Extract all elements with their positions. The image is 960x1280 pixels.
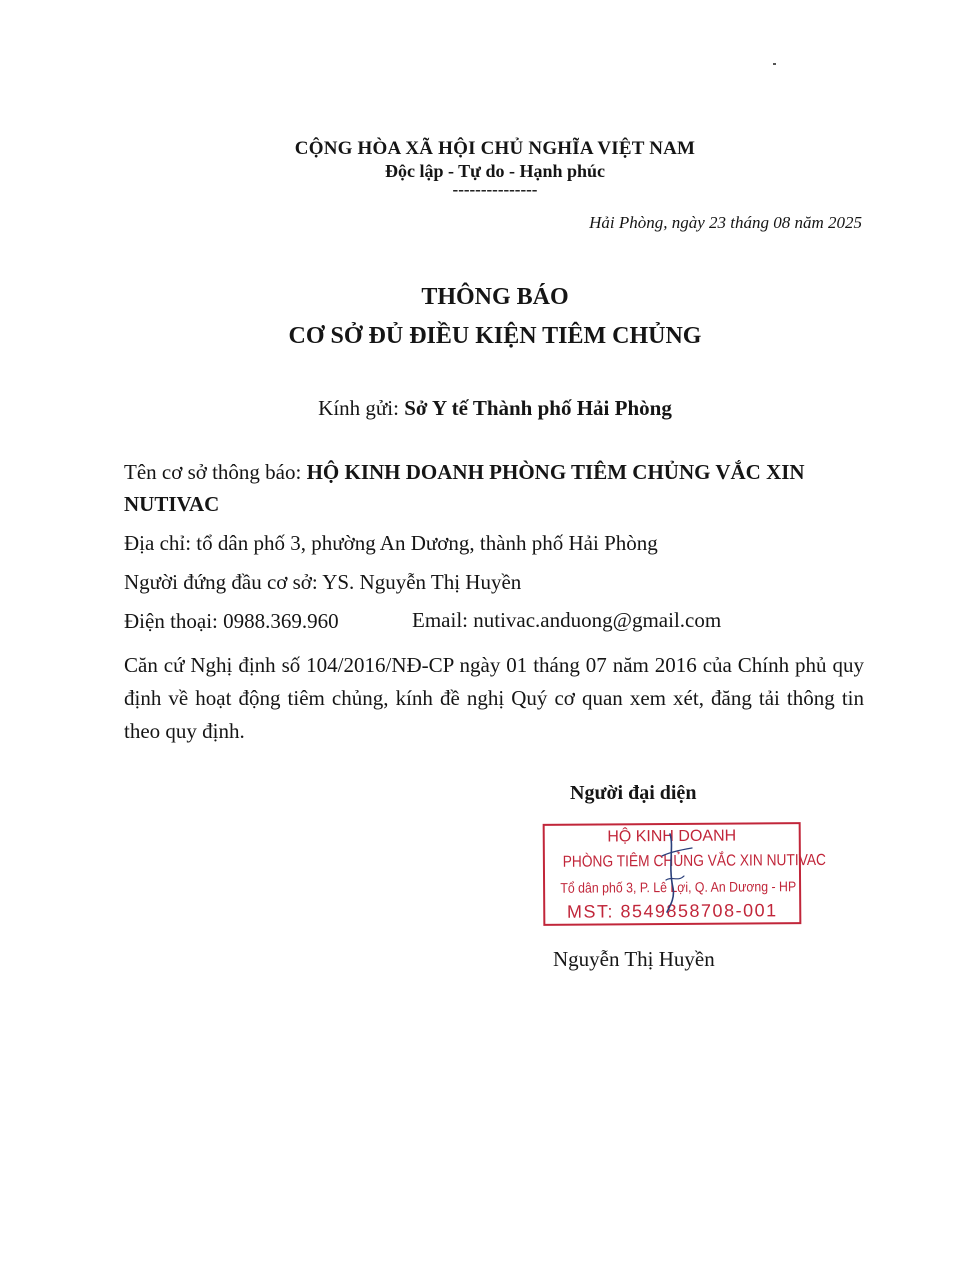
stamp-line-3: Tổ dân phố 3, P. Lê Lợi, Q. An Dương - HP xyxy=(560,878,797,896)
facility-label: Tên cơ sở thông báo: xyxy=(124,460,307,484)
representative-label: Người đại diện xyxy=(570,782,697,804)
facility-head: Người đứng đầu cơ sở: YS. Nguyễn Thị Huyền xyxy=(124,570,522,594)
national-motto: Độc lập - Tự do - Hạnh phúc xyxy=(384,161,606,181)
request-paragraph: Căn cứ Nghị định số 104/2016/NĐ-CP ngày 01 tháng 07 năm 2016 của Chính phủ quy định về hoạt động tiêm chủng, kính đề nghị Quý cơ quan xem xét, đăng tải thông tin theo quy định. xyxy=(124,653,864,743)
national-title: CỘNG HÒA XÃ HỘI CHỦ NGHĨA VIỆT NAM xyxy=(294,138,696,159)
stamp-line-2: PHÒNG TIÊM CHỦNG VẮC XIN NUTIVAC xyxy=(562,851,827,871)
facility-email: Email: nutivac.anduong@gmail.com xyxy=(412,608,722,632)
handwritten-signature xyxy=(640,826,720,916)
facility-phone: Điện thoại: 0988.369.960 xyxy=(124,609,339,633)
facility-name: HỘ KINH DOANH PHÒNG TIÊM CHỦNG VẮC XIN xyxy=(306,460,805,484)
facility-name-line xyxy=(124,460,805,485)
recipient-name: Sở Y tế Thành phố Hải Phòng xyxy=(404,396,672,420)
scan-speck xyxy=(773,63,776,65)
recipient-label: Kính gửi: xyxy=(318,396,405,420)
facility-address: Địa chỉ: tổ dân phố 3, phường An Dương, thành phố Hải Phòng xyxy=(124,531,658,555)
document-subtitle: CƠ SỞ ĐỦ ĐIỀU KIỆN TIÊM CHỦNG xyxy=(288,323,702,349)
facility-name-continued: NUTIVAC xyxy=(124,492,220,516)
recipient-line xyxy=(0,396,960,421)
header-divider: --------------- xyxy=(452,180,538,199)
stamp-line-1: HỘ KINH DOANH xyxy=(607,827,737,846)
document-date: Hải Phòng, ngày 23 tháng 08 năm 2025 xyxy=(589,213,862,232)
stamp-tax-code: MST: 8549858708-001 xyxy=(566,900,778,922)
document-title: THÔNG BÁO xyxy=(421,284,569,310)
signer-name: Nguyễn Thị Huyền xyxy=(553,947,715,971)
